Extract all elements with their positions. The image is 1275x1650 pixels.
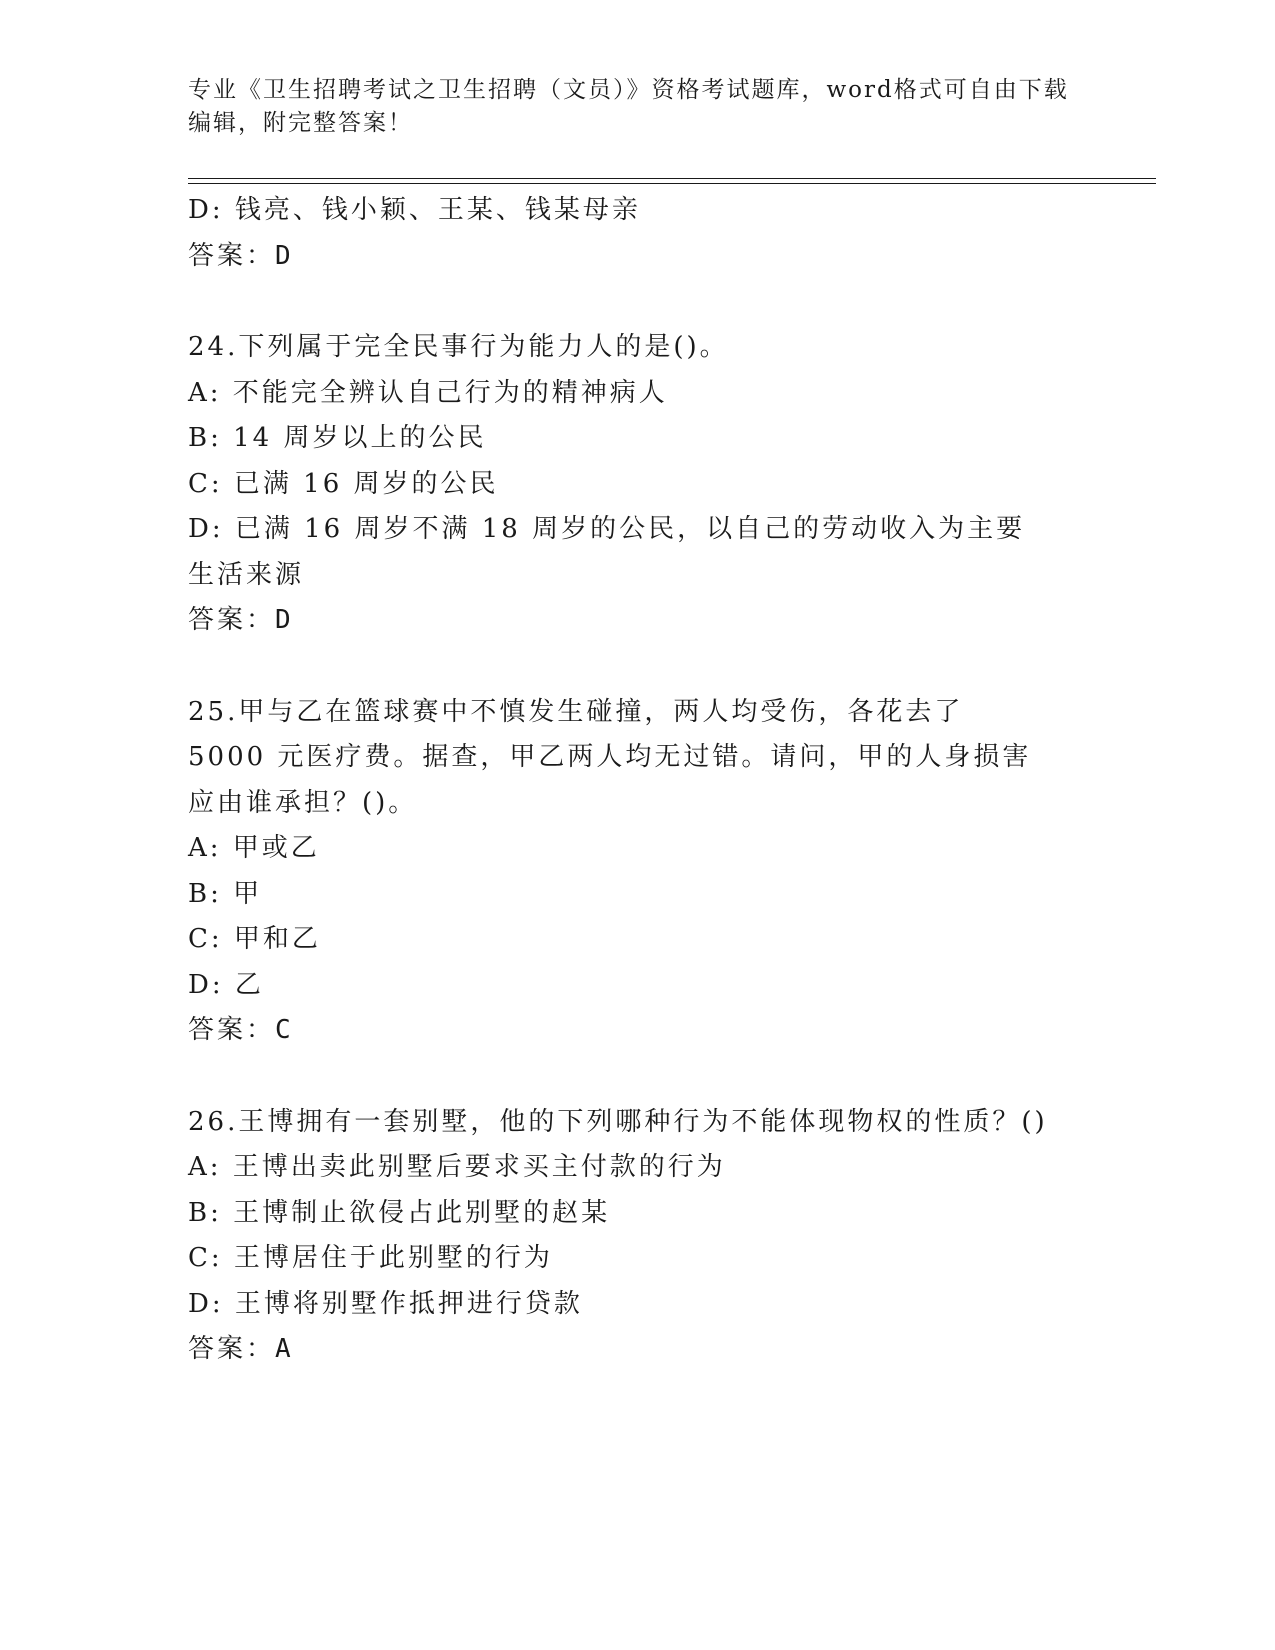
- header-line-1: 专业《卫生招聘考试之卫生招聘（文员）》资格考试题库，word格式可自由下载: [188, 77, 1069, 103]
- answer-line: [188, 598, 1088, 644]
- answer-value: A: [275, 1334, 294, 1364]
- question-24: [188, 325, 1088, 644]
- answer-line: [188, 234, 1088, 280]
- answer-value: D: [275, 605, 294, 635]
- header-rule-top: [188, 178, 1156, 179]
- option-a: A: 不能完全辨认自己行为的精神病人: [188, 377, 668, 408]
- question-26: [188, 1100, 1088, 1373]
- answer-value: D: [275, 240, 294, 271]
- answer-label: 答案：: [188, 240, 276, 271]
- answer-label: 答案：: [188, 1334, 276, 1364]
- option-b: B: 王博制止欲侵占此别墅的赵某: [188, 1197, 611, 1228]
- answer-label: 答案：: [188, 605, 276, 635]
- option-d: D: 钱亮、钱小颖、王某、钱某母亲: [188, 195, 641, 225]
- option-a: A: 王博出卖此别墅后要求买主付款的行为: [188, 1152, 726, 1182]
- question-stem: 25.甲与乙在篮球赛中不慎发生碰撞，两人均受伤，各花去了 5000 元医疗费。据查，甲乙两人均无过错。请问，甲的人身损害应由谁承担？()。: [188, 696, 1032, 818]
- option-b: B: 14 周岁以上的公民: [188, 423, 487, 453]
- option-b: B: 甲: [188, 878, 263, 909]
- document-body: [188, 188, 1088, 1373]
- question-stem: 26.王博拥有一套别墅，他的下列哪种行为不能体现物权的性质？(): [188, 1106, 1048, 1137]
- option-d: D: 已满 16 周岁不满 18 周岁的公民，以自己的劳动收入为主要生活来源: [188, 514, 1026, 590]
- spacer: [188, 279, 1088, 325]
- header-rule-bottom: [188, 183, 1156, 184]
- document-header: [188, 74, 1088, 140]
- spacer: [188, 644, 1088, 690]
- option-d: D: 乙: [188, 969, 264, 1000]
- option-c: C: 王博居住于此别墅的行为: [188, 1243, 553, 1273]
- answer-label: 答案：: [188, 1015, 276, 1045]
- question-stem: 24.下列属于完全民事行为能力人的是()。: [188, 332, 729, 362]
- question-23-tail: [188, 188, 1088, 279]
- answer-line: [188, 1008, 1088, 1054]
- answer-line: [188, 1327, 1088, 1373]
- header-line-2: 编辑，附完整答案！: [188, 110, 413, 136]
- answer-value: C: [275, 1015, 294, 1045]
- option-d: D: 王博将别墅作抵押进行贷款: [188, 1288, 583, 1319]
- option-c: C: 甲和乙: [188, 924, 321, 954]
- spacer: [188, 1054, 1088, 1100]
- option-c: C: 已满 16 周岁的公民: [188, 468, 499, 499]
- question-25: [188, 690, 1088, 1054]
- option-a: A: 甲或乙: [188, 833, 320, 863]
